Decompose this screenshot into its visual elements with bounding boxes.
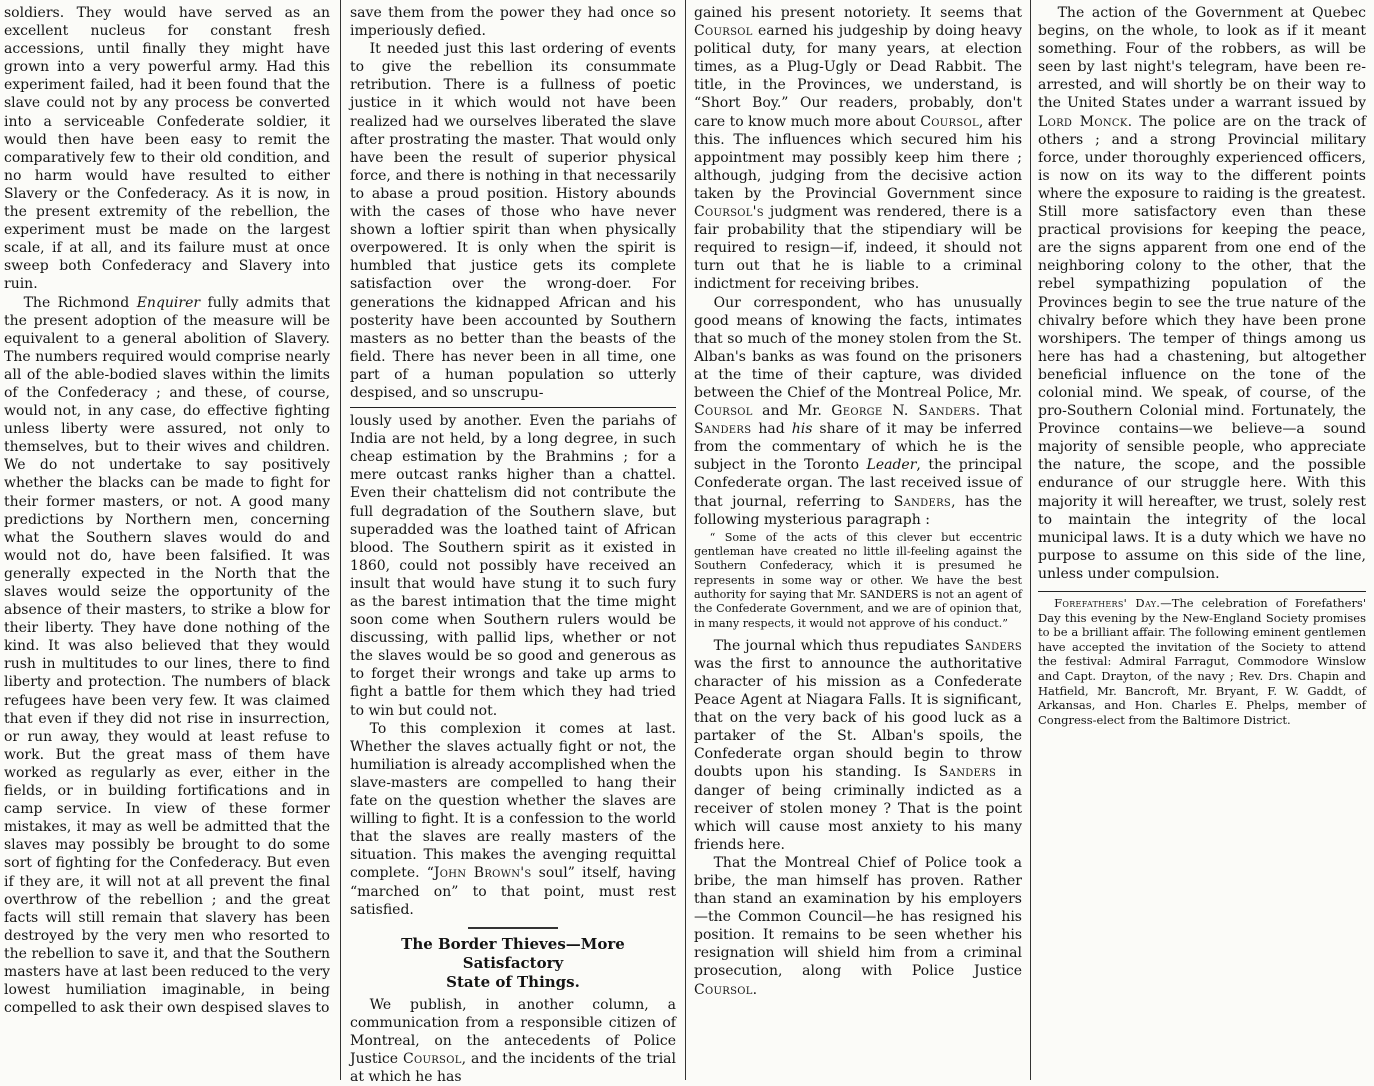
text-run: , has the following mysterious paragraph : xyxy=(694,493,1022,528)
column-rule xyxy=(685,0,686,1080)
section-divider xyxy=(468,927,558,929)
name-run: Coursol xyxy=(402,1050,462,1067)
name-run: Sanders xyxy=(893,493,952,510)
text-run: . xyxy=(752,981,758,998)
column-3 xyxy=(694,4,1022,1076)
paragraph: lously used by another. Even the pariahs of India are not held, by a long degree, in such cheap estimation by the Brahmins ; for a mere outcast ranks higher than a chattel. Even their chattelism did not contribute the full degradation of the Southern slave, but superadded was the loathed taint of African blood. The Southern spirit as it existed in 1860, could not possibly have received an insult that would have stung it to such fury as the barest intimation that the time might soon come when Southern rulers would be discussing, with pallid lips, whether or not the slaves would be so good and generous as to forget their wrongs and take up arms to fight a battle for them which they had tried to win but could not. xyxy=(350,413,676,719)
text-run: in danger of being criminally indicted as a receiver of stolen money ? That is the point which will cause most anxiety to his many friends here. xyxy=(694,764,1022,853)
column-2 xyxy=(350,4,676,1086)
paragraph xyxy=(350,720,676,919)
news-item xyxy=(1038,596,1366,727)
text-run: soul” itself, having “marched on” to that point, must rest satisfied. xyxy=(350,865,676,918)
headline-line: The Border Thieves—More Satisfactory xyxy=(401,934,625,972)
text-run: . The police are on the track of others ; and a strong Provincial military force, under thoroughly experienced officers, is now on its way to the different points where the exposure to raiding is the greatest. Still more satisfactory even than these practical provisions for keeping the peace, are the signs apparent from one end of the neighboring colony to the other, that the rebel sympathizing population of the Provinces begin to see the true nature of the chivalry before which they have been prone worshipers. The temper of things among us here has had a chastening, but altogether beneficial influence on the tone of the colonial mind. We speak, of course, of the pro-Southern Colonial mind. Fortunately, the Province contains—we believe—a sound majority of sensible people, who appreciate the nature, the scope, and the possible endurance of our struggle here. With this majority it will hereafter, we trust, solely rest to maintain the integrity of the local municipal laws. It is a duty which we have no purpose to assume on this side of the line, unless under compulsion. xyxy=(1038,113,1366,582)
text-run: The action of the Government at Quebec begins, on the whole, to look as if it meant something. Four of the robbers, as will be seen by last night's telegram, have been re-arrested, and will shortly be on their way to the United States under a warrant issued by xyxy=(1038,5,1366,112)
text-run: We publish, in another column, a communication from a responsible citizen of Montreal, on the antecedents of Police Justice xyxy=(350,996,676,1067)
newspaper-title: Enquirer xyxy=(136,294,201,311)
text-run: had xyxy=(751,421,792,438)
column-rule xyxy=(1030,0,1031,1080)
name-run: Sanders xyxy=(964,637,1022,654)
name-run: Coursol xyxy=(694,403,753,420)
paragraph xyxy=(4,294,330,1018)
text-run: The journal which thus repudiates xyxy=(713,637,965,654)
text-run: —The celebration of Forefathers' Day this evening by the New-England Society promises to be a brilliant affair. The following eminent gentlemen have accepted the invitation of the Society to attend the festival: Admiral Farragut, Commodore Winslow and Capt. Drayton, of the navy ; Rev. Drs. Chapin and Hatfield, Mr. Bancroft, Mr. Bryant, F. W. Gaddt, of Arkansas, and Hon. Charles E. Phelps, member of Congress-elect from the Baltimore District. xyxy=(1038,596,1366,727)
text-run: , and the incidents of the trial at which he has xyxy=(350,1050,676,1086)
emphasis-run: his xyxy=(791,421,813,438)
text-run: . That xyxy=(975,403,1022,420)
text-run: earned his judgeship by doing heavy political duty, for many years, at election times, as a Plug-Ugly or Dead Rabbit. The title, in the Provinces, we understand, is “Short Boy.” Our readers, probably, don't care to know much more about xyxy=(694,23,1022,130)
text-run: was the first to announce the authoritative character of his mission as a Confederate Peace Agent at Niagara Falls. It is significant, that on the very back of his good luck as a partaker of the St. Alban's spoils, the Confederate organ should begin to throw doubts upon his standing. Is xyxy=(694,655,1022,781)
paragraph: save them from the power they had once so imperiously defied. xyxy=(350,5,676,40)
column-rule xyxy=(340,0,341,1080)
article-headline xyxy=(350,935,676,992)
text-run: and Mr. xyxy=(752,403,832,420)
column-divider xyxy=(350,407,676,408)
column-4 xyxy=(1038,4,1366,1076)
name-run: Coursol xyxy=(920,113,979,130)
name-run: Sanders xyxy=(694,421,752,438)
paragraph xyxy=(694,4,1022,294)
text-run: share of it may be inferred from the commentary of which he is the subject in the Toronto xyxy=(694,421,1022,474)
paragraph: It needed just this last ordering of events to give the rebellion its consummate retribution. There is a fullness of poetic justice in it which would not have been realized had we ourselves liberated the slave after prostrating the master. That would only have been the result of superior physical force, and there is nothing in that necessarily to abase a proud position. History abounds with the cases of those who have never shown a loftier spirit than when physically overpowered. It is only when the spirit is humbled that justice gets its complete satisfaction over the wrong-doer. For generations the kidnapped African and his posterity have been accounted by Southern masters as no better than the beasts of the field. There has never been in all time, one part of a human population so utterly despised, and so unscrupu- xyxy=(350,41,676,401)
paragraph xyxy=(694,854,1022,999)
text-run: The Richmond xyxy=(23,294,137,311)
paragraph xyxy=(1038,4,1366,583)
text-run: To this complexion it comes at last. Whether the slaves actually fight or not, the humiliation is already accomplished when the slave-masters are compelled to hang their fate on the question whether the slaves are willing to fight. It is a confession to the world that the slaves are really masters of the situation. This makes the avenging requittal complete. “ xyxy=(350,720,676,882)
text-run: gained his present notoriety. It seems that xyxy=(694,5,1022,21)
block-quote: “ Some of the acts of this clever but eccentric gentleman have created no little ill-feeling against the Southern Confederacy, which it is presumed he represents in some way or other. We have the best authority for saying that Mr. SANDERS is not an agent of the Confederate Government, and we are of opinion that, in many respects, it would not approve of his conduct.” xyxy=(694,530,1022,630)
text-run: That the Montreal Chief of Police took a bribe, the man himself has proven. Rather than stand an examination by his employers —the Common Council—he has resigned his position. It remains to be seen whether his resignation will shield him from a criminal prosecution, along with Police Justice xyxy=(694,854,1022,980)
name-run: Sanders xyxy=(938,764,997,781)
text-run: , the principal Confederate organ. The last received issue of that journal, referring to xyxy=(694,457,1022,510)
text-run: Our correspondent, who has unusually good means of knowing the facts, intimates that so much of the money stolen from the St. Alban's banks as was found on the prisoners at the time of their capture, was divided between the Chief of the Montreal Police, Mr. xyxy=(694,294,1022,401)
name-run: Lord Monck xyxy=(1038,113,1128,130)
headline-line: State of Things. xyxy=(446,972,580,991)
name-run: John Brown's xyxy=(433,865,532,882)
text-run: fully admits that the present adoption of the measure will be equivalent to a general abolition of Slavery. The numbers required would comprise nearly all of the able-bodied slaves within the limits of the Confederacy ; and these, of course, would not, in any case, do effective fighting unless liberty were assured, not only to themselves, but to their wives and children. We do not undertake to say positively whether the blacks can be made to fight for their former masters, or not. A good many predictions by Northern men, concerning what the Southern slaves would do and would not do, have been falsified. It was generally expected in the North that the slaves would seize the opportunity of the absence of their masters, to strike a blow for their liberty. They have done nothing of the kind. It was also believed that they would rush in multitudes to our lines, there to find liberty and protection. The numbers of black refugees have been very few. It was claimed that even if they did not rise in insurrection, or run away, they would at least refuse to work. But the great mass of them have worked as regularly as ever, either in the fields, or in building fortifications and in camp service. In view of these former mistakes, it may as well be admitted that the slaves may possibly be brought to do some sort of fighting for the Confederacy. But even if they are, it will not at all prevent the final overthrow of the rebellion ; and the great facts will still remain that slavery has been destroyed by the very men who resorted to the rebellion to save it, and that the Southern masters have at last been reduced to the very lowest humiliation imaginable, in being compelled to ask their own despised slaves to xyxy=(4,294,330,1017)
paragraph xyxy=(694,637,1022,854)
name-run: Coursol xyxy=(694,23,753,40)
paragraph xyxy=(350,996,676,1086)
section-divider xyxy=(1038,591,1366,592)
name-run: Coursol xyxy=(694,981,753,998)
paragraph xyxy=(694,294,1022,529)
name-run: Coursol's xyxy=(694,204,764,221)
newspaper-title: Leader xyxy=(866,457,917,474)
text-run: , after this. The influences which secured him his appointment may possibly keep him there ; although, judging from the decisive action taken by the Provincial Government since xyxy=(694,113,1022,202)
name-run: George N. Sanders xyxy=(831,403,976,420)
text-run: judgment was rendered, there is a fair probability that the stipendiary will be required to resign—if, indeed, it should not turn out that he is liable to a criminal indictment for receiving bribes. xyxy=(694,204,1022,293)
item-title: Forefathers' Day. xyxy=(1054,596,1161,610)
paragraph: soldiers. They would have served as an excellent nucleus for constant fresh accessions, until finally they might have grown into a very powerful army. Had this experiment failed, had it been found that the slave could not by any process be converted into a serviceable Confederate soldier, it would then have been easy to remit the comparatively few to their old condition, and no harm would have resulted to either Slavery or the Confederacy. As it is now, in the present extremity of the rebellion, the experiment must be made on the largest scale, if at all, and its failure must at once sweep both Confederacy and Slavery into ruin. xyxy=(4,5,330,293)
column-1 xyxy=(4,4,330,1076)
